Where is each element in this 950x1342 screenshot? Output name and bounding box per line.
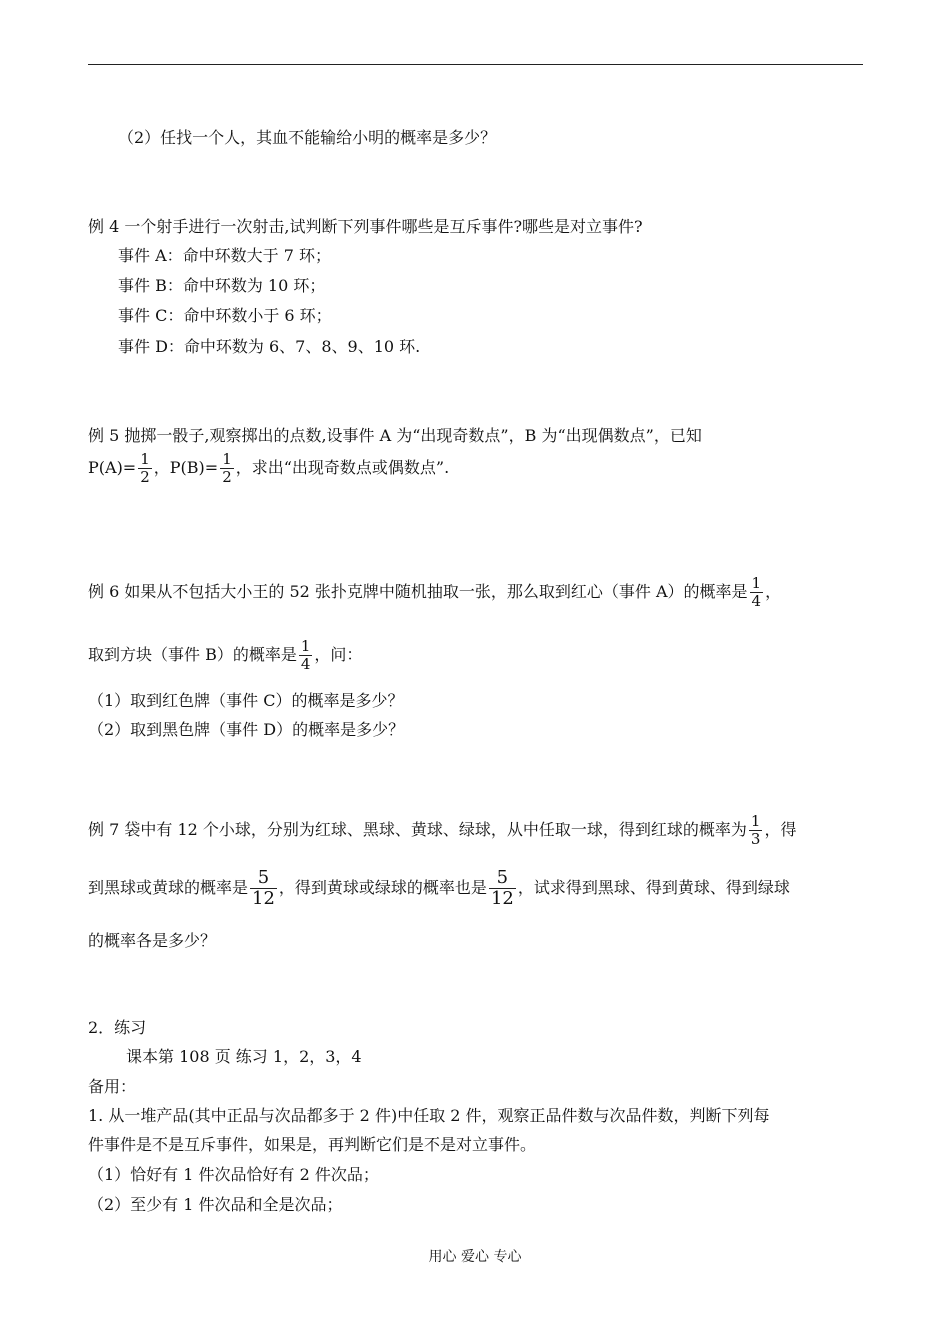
question-2: （2）任找一个人，其血不能输给小明的概率是多少？ [118, 128, 497, 147]
fraction-numerator: 1 [222, 450, 232, 468]
backup-heading: 备用： [88, 1077, 137, 1096]
example-6-ask: ，问： [314, 645, 363, 664]
fraction-denominator: 2 [222, 468, 232, 486]
event-c: 事件 C：命中环数小于 6 环； [118, 306, 332, 325]
fraction [749, 813, 763, 848]
fraction-denominator: 3 [750, 830, 761, 848]
fraction [489, 868, 516, 909]
fraction [138, 451, 152, 486]
fraction-numerator: 5 [250, 868, 277, 889]
example-6-q2: （2）取到黑色牌（事件 D）的概率是多少？ [88, 720, 405, 739]
example-7-line3: 的概率各是多少？ [88, 931, 217, 950]
example-5-tail: ，求出“出现奇数点或偶数点”. [235, 458, 450, 477]
fraction-denominator: 4 [300, 655, 311, 673]
example-6-punct: ， [765, 582, 782, 601]
example-7-text-2b: ，得到黄球或绿球的概率也是 [278, 878, 487, 897]
pa-label: P(A)= [88, 458, 137, 477]
fraction-denominator: 2 [140, 468, 150, 486]
example-5-line1: 例 5 抛掷一骰子,观察掷出的点数,设事件 A 为“出现奇数点”，B 为“出现偶数点”，已知 [88, 426, 702, 445]
page-footer: 用心 爱心 专心 [428, 1249, 522, 1265]
example-6-text: 例 6 如果从不包括大小王的 52 张扑克牌中随机抽取一张，那么取到红心（事件 A）的概率是 [88, 582, 748, 601]
example-6-q1: （1）取到红色牌（事件 C）的概率是多少？ [88, 691, 404, 710]
backup-sub2: （2）至少有 1 件次品和全是次品； [88, 1195, 343, 1214]
fraction [220, 451, 234, 486]
fraction-numerator: 1 [751, 574, 762, 592]
example-6-line2 [88, 635, 362, 675]
example-7-text-2c: ，试求得到黑球、得到黄球、得到绿球 [517, 878, 790, 897]
fraction-numerator: 5 [489, 868, 516, 889]
backup-item1-line2: 件事件是不是互斥事件，如果是，再判断它们是不是对立事件。 [88, 1135, 537, 1154]
example-7-punct: ，得 [764, 820, 797, 839]
example-4-intro: 例 4 一个射手进行一次射击,试判断下列事件哪些是互斥事件?哪些是对立事件? [88, 217, 643, 236]
backup-sub1: （1）恰好有 1 件次品恰好有 2 件次品； [88, 1165, 379, 1184]
fraction-numerator: 1 [300, 637, 311, 655]
example-7-line2 [88, 866, 790, 910]
fraction-numerator: 1 [140, 450, 150, 468]
fraction [299, 638, 313, 673]
pb-label: ，P(B)= [153, 458, 219, 477]
fraction [250, 868, 277, 909]
example-6-line1 [88, 572, 781, 612]
example-7-text-2a: 到黑球或黄球的概率是 [88, 878, 249, 897]
fraction-numerator: 1 [750, 812, 761, 830]
fraction-denominator: 12 [490, 888, 514, 909]
backup-item1-line1: 1. 从一堆产品(其中正品与次品都多于 2 件)中任取 2 件，观察正品件数与次品件数，判断下列每 [88, 1106, 770, 1125]
fraction [750, 575, 764, 610]
example-7-line1 [88, 810, 796, 850]
event-a: 事件 A：命中环数大于 7 环； [118, 246, 331, 265]
practice-text: 课本第 108 页 练习 1，2，3，4 [126, 1047, 362, 1066]
event-d: 事件 D：命中环数为 6、7、8、9、10 环. [118, 337, 421, 356]
event-b: 事件 B：命中环数为 10 环； [118, 276, 326, 295]
header-rule [88, 64, 863, 65]
fraction-denominator: 4 [751, 592, 762, 610]
fraction-denominator: 12 [252, 888, 275, 909]
practice-heading: 2．练习 [88, 1018, 147, 1037]
example-6-text-2: 取到方块（事件 B）的概率是 [88, 645, 297, 664]
example-5-line2 [88, 450, 449, 486]
example-7-text: 例 7 袋中有 12 个小球，分别为红球、黑球、黄球、绿球，从中任取一球，得到红球的概率为 [88, 820, 747, 839]
